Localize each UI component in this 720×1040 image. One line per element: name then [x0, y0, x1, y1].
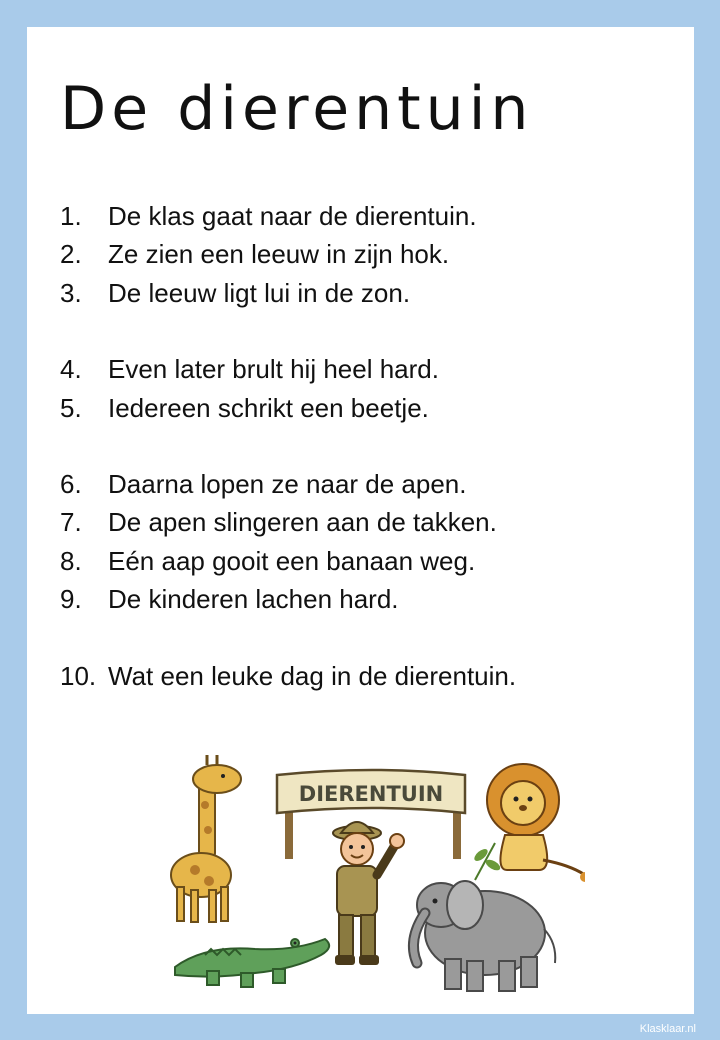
- elephant-figure: [413, 881, 555, 991]
- lion-figure: [487, 764, 585, 882]
- worksheet-card: [27, 27, 694, 1014]
- item-number: 5.: [60, 392, 82, 423]
- crocodile-figure: [175, 939, 329, 987]
- item-text: De leeuw ligt lui in de zon.: [108, 277, 411, 308]
- item-text: De apen slingeren aan de takken.: [108, 507, 497, 538]
- item-number: 1.: [60, 201, 82, 231]
- page-title: De dierentuin: [60, 74, 534, 144]
- item-text: Wat een leuke dag in de dierentuin.: [108, 660, 517, 691]
- item-number: 6.: [60, 468, 82, 499]
- item-number: 3.: [60, 277, 82, 308]
- item-text: Even later brult hij heel hard.: [108, 354, 439, 385]
- item-number: 2.: [60, 239, 82, 270]
- item-text: De kinderen lachen hard.: [108, 584, 399, 615]
- item-number: 9.: [60, 584, 82, 615]
- leaf-sprig: [472, 843, 502, 880]
- item-text: Iedereen schrikt een beetje.: [108, 392, 429, 423]
- item-number: 8.: [60, 545, 82, 576]
- item-text: Ze zien een leeuw in zijn hok.: [108, 239, 450, 270]
- item-number: 7.: [60, 507, 82, 538]
- giraffe-figure: [171, 755, 241, 922]
- item-number: 10.: [60, 660, 97, 691]
- item-text: Daarna lopen ze naar de apen.: [108, 468, 467, 499]
- item-number: 4.: [60, 354, 82, 385]
- zoo-illustration: [145, 725, 585, 1005]
- item-text: Eén aap gooit een banaan weg.: [108, 545, 476, 576]
- sign-text: DIERENTUIN: [298, 782, 444, 806]
- brand-watermark: Klasklaar.nl: [639, 1023, 696, 1035]
- item-text: De klas gaat naar de dierentuin.: [108, 201, 477, 231]
- zookeeper-figure: [333, 822, 404, 965]
